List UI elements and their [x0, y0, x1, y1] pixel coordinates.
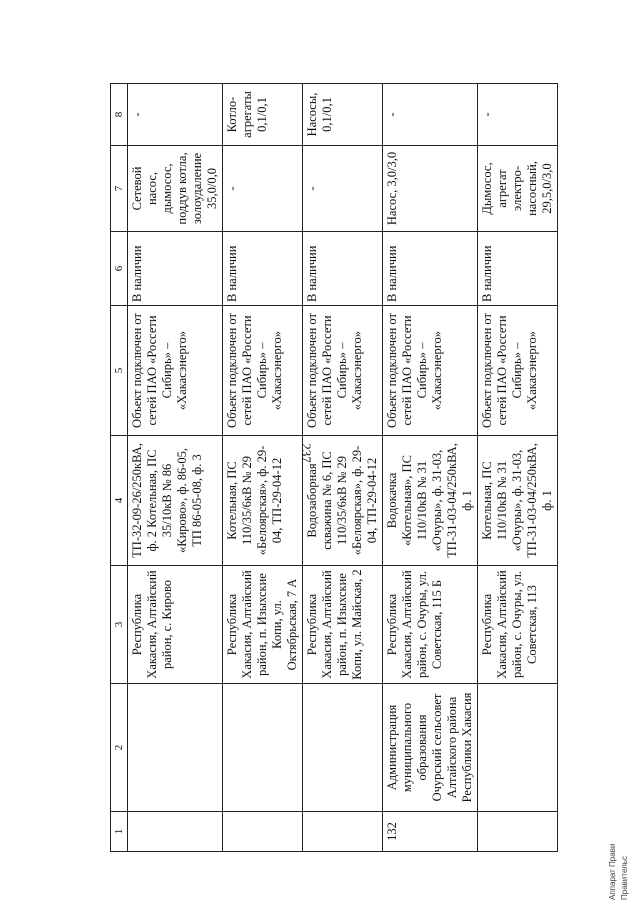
column-number-header: 2: [111, 684, 128, 812]
row-number-cell: [223, 812, 303, 852]
connection-cell: Объект подключен от сетей ПАО «Россети Сибирь» – «Хакасэнерго»: [303, 306, 383, 436]
document-table-region: [110, 84, 554, 852]
column-number-header: 5: [111, 306, 128, 436]
connection-cell: Объект подключен от сетей ПАО «Россети Сибирь» – «Хакасэнерго»: [383, 306, 478, 436]
connection-cell: Объект подключен от сетей ПАО «Россети Сибирь» – «Хакасэнерго»: [223, 306, 303, 436]
margin-stamp-line: Правительс: [620, 856, 629, 900]
facilities-table: [110, 83, 558, 852]
availability-cell: В наличии: [478, 232, 558, 306]
facility-cell: Котельная, ПС 110/35/6кВ № 29 «Белоярская», ф. 29-04, ТП-29-04-12: [223, 436, 303, 566]
organization-cell: [303, 684, 383, 812]
row-number-cell: [128, 812, 223, 852]
rotated-table-wrapper: [110, 84, 554, 852]
row-number-cell: [478, 812, 558, 852]
margin-stamp: [606, 812, 632, 902]
address-cell: Республика Хакасия, Алтайский район, с. Кирово: [128, 566, 223, 684]
column-number-header: 1: [111, 812, 128, 852]
facility-cell: Котельная, ПС 110/10кВ № 31 «Очуры», ф. 31-03, ТП-31-03-04/250кВА, ф. 1: [478, 436, 558, 566]
facility-cell: Водозаборная скважина № 6, ПС 110/35/6кВ № 29 «Белоярская», ф. 29-04, ТП-29-04-12: [303, 436, 383, 566]
facility-cell: Водокачка «Котельная», ПС 110/10кВ № 31 «Очуры», ф. 31-03, ТП-31-03-04/250кВА, ф. 1: [383, 436, 478, 566]
table-row: [223, 84, 303, 852]
connection-cell: Объект подключен от сетей ПАО «Россети Сибирь» – «Хакасэнерго»: [478, 306, 558, 436]
equipment-cell: -: [223, 146, 303, 232]
organization-cell: Администрация муниципального образования Очурский сельсовет Алтайского района Республики Хакасия: [383, 684, 478, 812]
other-equipment-cell: Котло-агрегаты 0,1/0,1: [223, 84, 303, 146]
availability-cell: В наличии: [383, 232, 478, 306]
table-row: [303, 84, 383, 852]
other-equipment-cell: Насосы, 0,1/0,1: [303, 84, 383, 146]
organization-cell: [478, 684, 558, 812]
address-cell: Республика Хакасия, Алтайский район, п. Изыхские Копи, ул. Майская, 2: [303, 566, 383, 684]
availability-cell: В наличии: [223, 232, 303, 306]
address-cell: Республика Хакасия, Алтайский район, п. Изыхские Копи, ул. Октябрьская, 7 А: [223, 566, 303, 684]
column-number-header: 4: [111, 436, 128, 566]
availability-cell: В наличии: [303, 232, 383, 306]
table-row: [478, 84, 558, 852]
column-number-header: 8: [111, 84, 128, 146]
row-number-cell: 132: [383, 812, 478, 852]
organization-cell: [128, 684, 223, 812]
column-number-header: 3: [111, 566, 128, 684]
equipment-cell: Насос, 3,0/3,0: [383, 146, 478, 232]
other-equipment-cell: -: [383, 84, 478, 146]
organization-cell: [223, 684, 303, 812]
table-row: [128, 84, 223, 852]
row-number-cell: [303, 812, 383, 852]
facility-cell: ТП-32-09-26/250кВА, ф. 2 Котельная, ПС 35/10кВ № 86 «Кирово», ф. 86-05, ТП 86-05-08, ф. 3: [128, 436, 223, 566]
column-number-header: 6: [111, 232, 128, 306]
other-equipment-cell: -: [478, 84, 558, 146]
address-cell: Республика Хакасия, Алтайский район, с. Очуры, ул. Советская, 115 Б: [383, 566, 478, 684]
page-number: 237: [298, 443, 314, 463]
table-row: [383, 84, 478, 852]
header-row: [111, 84, 128, 852]
address-cell: Республика Хакасия, Алтайский район, с. Очуры, ул. Советская, 113: [478, 566, 558, 684]
equipment-cell: Сетевой насос, дымосос, поддув котла, золоудаление 35,0/0,0: [128, 146, 223, 232]
margin-stamp-line: Аппарат Прави: [608, 843, 617, 900]
column-number-header: 7: [111, 146, 128, 232]
equipment-cell: -: [303, 146, 383, 232]
connection-cell: Объект подключен от сетей ПАО «Россети Сибирь» – «Хакасэнерго»: [128, 306, 223, 436]
other-equipment-cell: -: [128, 84, 223, 146]
equipment-cell: Дымосос, агрегат электро-насосный, 29,5,0/3,0: [478, 146, 558, 232]
availability-cell: В наличии: [128, 232, 223, 306]
